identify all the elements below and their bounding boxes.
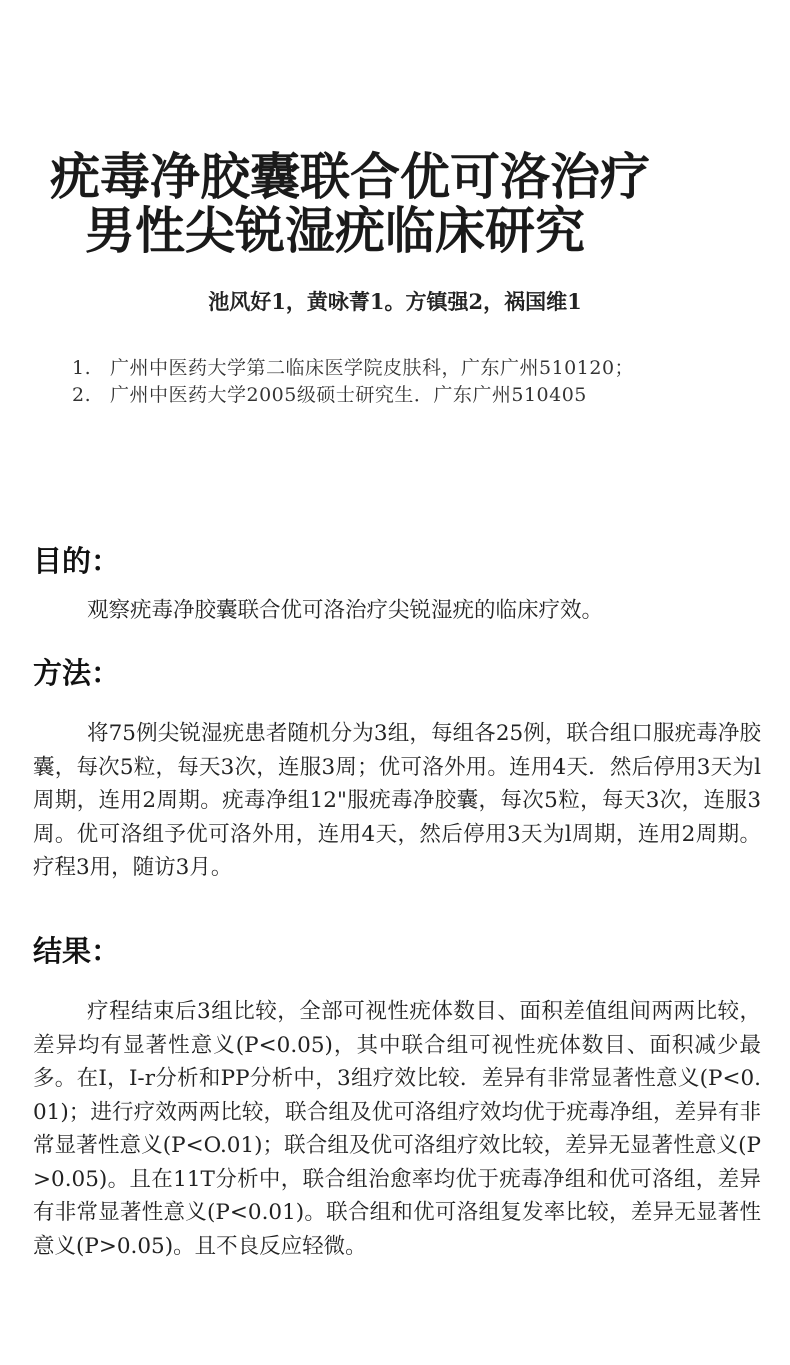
affiliation-number: 1. (72, 357, 92, 379)
section-method-heading: 方法： (33, 656, 121, 690)
section-purpose (33, 543, 761, 628)
affiliation-number: 2. (72, 384, 92, 406)
section-result (33, 933, 761, 1263)
affiliation-list (72, 355, 634, 409)
section-purpose-heading: 目的： (33, 544, 121, 578)
affiliation-text: 广州中医药大学第二临床医学院皮肤科，广东广州510120； (110, 357, 635, 379)
author-list: 池风好1，黄咏菁1。方镇强2，祸国维1 (208, 289, 582, 314)
paper-title (0, 147, 790, 260)
section-method (33, 655, 761, 885)
section-result-heading: 结果： (33, 934, 121, 968)
section-method-body: 将75例尖锐湿疣患者随机分为3组，每组各25例，联合组口服疣毒净胶囊，每次5粒，每天3次，连服3周；优可洛外用。连用4天．然后停用3天为l周期，连用2周期。疣毒净组12"服疣毒净胶囊，每次5粒，每天3次，连服3周。优可洛组予优可洛外用，连用4天，然后停用3天为l周期，连用2周期。疗程3用，随访3月。 (33, 721, 761, 880)
section-purpose-body: 观察疣毒净胶囊联合优可洛治疗尖锐湿疣的临床疗效。 (87, 598, 604, 623)
section-result-body: 疗程结束后3组比较，全部可视性疣体数目、面积差值组间两两比较，差异均有显著性意义(P<0.05)，其中联合组可视性疣体数目、面积减少最多。在I，I-r分析和PP分析中，3组疗效比较．差异有非常显著性意义(P<0.01)；进行疗效两两比较，联合组及优可洛组疗效均优于疣毒净组，差异有非常显著性意义(P<O.01)；联合组及优可洛组疗效比较，差异无显著性意义(P>0.05)。且在11T分析中，联合组治愈率均优于疣毒净组和优可洛组，差异有非常显著性意义(P<0.01)。联合组和优可洛组复发率比较，差异无显著性意义(P>0.05)。且不良反应轻微。 (33, 999, 761, 1259)
paper-title-line-1: 疣毒净胶囊联合优可洛治疗 (50, 147, 650, 206)
affiliation-text: 广州中医药大学2005级硕士研究生．广东广州510405 (110, 384, 587, 406)
affiliation-item (72, 355, 634, 382)
affiliation-item (72, 382, 634, 409)
paper-title-line-2: 男性尖锐湿疣临床研究 (85, 201, 585, 260)
